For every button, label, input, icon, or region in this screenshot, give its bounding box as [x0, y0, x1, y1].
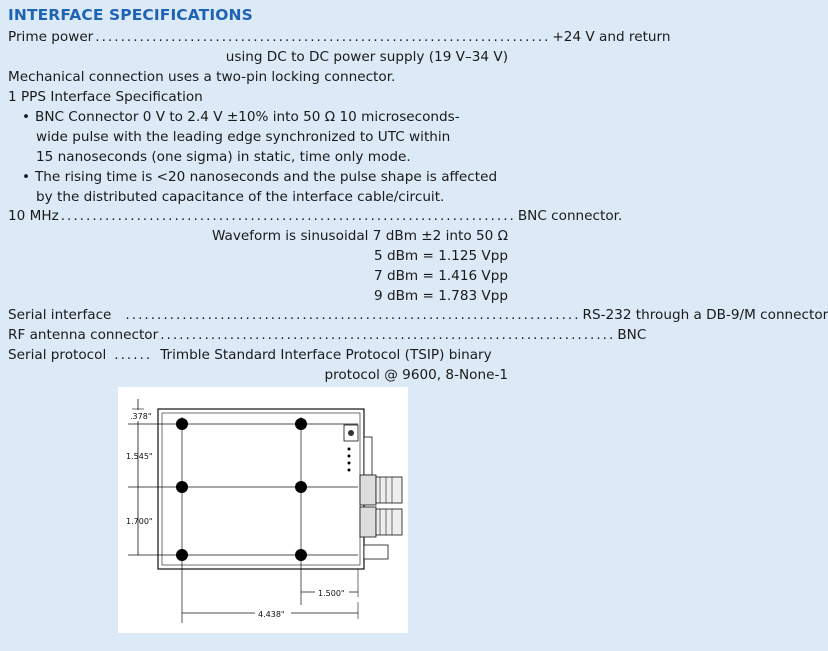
ten-mhz-level-2: 7 dBm = 1.416 Vpp: [374, 268, 508, 284]
mounting-hole: [295, 481, 307, 493]
mounting-hole: [295, 418, 307, 430]
pps-bullet-1-line-1: [8, 107, 522, 127]
dim-label-1500: 1.500": [318, 589, 345, 598]
rf-antenna-value: BNC: [617, 327, 647, 343]
bullet-text: BNC Connector 0 V to 2.4 V ±10% into 50 Ω 10 microseconds-: [35, 109, 460, 125]
serial-interface-label: Serial interface: [8, 307, 112, 323]
serial-protocol-row: [8, 345, 508, 365]
leader-dots: ........................................................................: [125, 307, 581, 323]
mounting-hole: [295, 549, 307, 561]
ten-mhz-value: BNC connector.: [517, 208, 623, 224]
enclosure-outline: [158, 409, 364, 569]
leader-dots: ........................................................................: [160, 327, 616, 343]
pps-title: 1 PPS Interface Specification: [8, 89, 203, 105]
antenna-connector: [364, 545, 388, 559]
db9-connector: [364, 437, 372, 475]
leader-dots: ........................................................................: [95, 29, 551, 45]
mounting-hole: [176, 549, 188, 561]
section-heading: INTERFACE SPECIFICATIONS: [8, 6, 253, 24]
serial-protocol-cont: protocol @ 9600, 8-None-1: [324, 367, 508, 383]
dim-label-1700: 1.700": [126, 517, 153, 526]
mounting-hole: [176, 418, 188, 430]
pps-bullet-1-line-2: wide pulse with the leading edge synchronized to UTC within: [36, 129, 451, 145]
enclosure-inner: [162, 413, 360, 565]
ten-mhz-level-3: 9 dBm = 1.783 Vpp: [374, 288, 508, 304]
bullet-icon: •: [22, 169, 31, 185]
prime-power-value: +24 V and return: [552, 29, 671, 45]
pps-bullet-1-line-3: 15 nanoseconds (one sigma) in static, time only mode.: [36, 149, 411, 165]
dim-label-4438: 4.438": [258, 610, 285, 619]
drawing-svg: [118, 387, 408, 633]
rf-antenna-label: RF antenna connector: [8, 327, 159, 343]
bnc-connector: [360, 475, 376, 505]
serial-protocol-value: Trimble Standard Interface Protocol (TSIP) binary: [160, 347, 492, 363]
dim-label-1545: 1.545": [126, 452, 153, 461]
serial-interface-row: [8, 305, 828, 325]
prime-power-label: Prime power: [8, 29, 94, 45]
prime-power-row: [8, 27, 671, 47]
ten-mhz-row: [8, 206, 623, 226]
pps-bullet-2-line-1: [8, 167, 522, 187]
bnc-connector: [360, 507, 376, 537]
mechanical-text: Mechanical connection uses a two-pin locking connector.: [8, 69, 396, 85]
ten-mhz-waveform: Waveform is sinusoidal 7 dBm ±2 into 50 Ω: [211, 228, 508, 244]
pps-bullet-2-line-2: by the distributed capacitance of the interface cable/circuit.: [36, 189, 445, 205]
serial-protocol-label: Serial protocol: [8, 347, 107, 363]
bullet-text: The rising time is <20 nanoseconds and the pulse shape is affected: [35, 169, 498, 185]
leader-dots: ........................................................................: [60, 208, 516, 224]
bullet-icon: •: [22, 109, 31, 125]
mechanical-drawing: [118, 387, 408, 633]
ten-mhz-label: 10 MHz: [8, 208, 59, 224]
ten-mhz-level-1: 5 dBm = 1.125 Vpp: [374, 248, 508, 264]
dim-label-378: .378": [130, 412, 152, 421]
prime-power-cont: using DC to DC power supply (19 V–34 V): [225, 49, 508, 65]
serial-interface-value: RS-232 through a DB-9/M connector: [582, 307, 828, 323]
mounting-hole: [176, 481, 188, 493]
rf-antenna-row: [8, 325, 647, 345]
leader-dots: ......: [114, 347, 153, 363]
